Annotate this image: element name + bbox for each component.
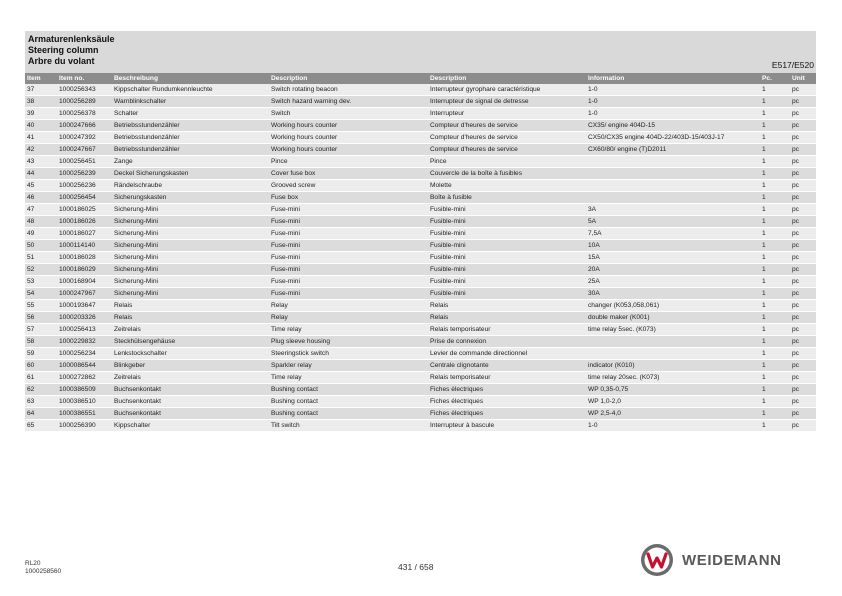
cell-item-no: 1000193647: [57, 300, 112, 312]
cell-description-en: Switch hazard warning dev.: [269, 96, 428, 108]
cell-beschreibung: Kippschalter Rundumkennleuchte: [112, 84, 269, 96]
col-description-fr: Description: [428, 73, 586, 84]
cell-pc: 1: [760, 156, 790, 168]
cell-description-en: Cover fuse box: [269, 168, 428, 180]
cell-pc: 1: [760, 360, 790, 372]
title-english: Steering column: [28, 45, 99, 55]
cell-item: 50: [25, 240, 57, 252]
cell-information: 25A: [586, 276, 760, 288]
cell-description-en: Working hours counter: [269, 144, 428, 156]
cell-item: 64: [25, 408, 57, 420]
cell-information: 30A: [586, 288, 760, 300]
cell-description-fr: Interrupteur de signal de detresse: [428, 96, 586, 108]
cell-unit: pc: [790, 228, 816, 240]
cell-item: 51: [25, 252, 57, 264]
cell-description-fr: Compteur d'heures de service: [428, 120, 586, 132]
cell-item-no: 1000168904: [57, 276, 112, 288]
cell-pc: 1: [760, 240, 790, 252]
cell-item-no: 1000247967: [57, 288, 112, 300]
cell-beschreibung: Betriebsstundenzähler: [112, 120, 269, 132]
cell-description-en: Relay: [269, 300, 428, 312]
table-row: [25, 204, 816, 216]
cell-information: CX50/CX35 engine 404D-22/403D-15/403J-17: [586, 132, 760, 144]
cell-beschreibung: Betriebsstundenzähler: [112, 144, 269, 156]
cell-item-no: 1000247667: [57, 144, 112, 156]
cell-pc: 1: [760, 384, 790, 396]
cell-item: 65: [25, 420, 57, 432]
table-row: [25, 348, 816, 360]
cell-item: 63: [25, 396, 57, 408]
table-row: [25, 300, 816, 312]
cell-item-no: 1000114140: [57, 240, 112, 252]
cell-unit: pc: [790, 276, 816, 288]
table-row: [25, 216, 816, 228]
cell-description-fr: Compteur d'heures de service: [428, 132, 586, 144]
cell-information: [586, 348, 760, 360]
cell-unit: pc: [790, 252, 816, 264]
doc-number: 1000258560: [25, 568, 62, 575]
cell-item-no: 1000186025: [57, 204, 112, 216]
cell-description-en: Fuse-mini: [269, 252, 428, 264]
col-item-no: Item no.: [57, 73, 112, 84]
cell-pc: 1: [760, 276, 790, 288]
cell-description-fr: Relais: [428, 312, 586, 324]
cell-beschreibung: Sicherung-Mini: [112, 264, 269, 276]
cell-description-fr: Fusible-mini: [428, 252, 586, 264]
table-row: [25, 276, 816, 288]
table-row: [25, 408, 816, 420]
cell-pc: 1: [760, 252, 790, 264]
cell-pc: 1: [760, 96, 790, 108]
cell-information: [586, 168, 760, 180]
table-row: [25, 96, 816, 108]
cell-unit: pc: [790, 132, 816, 144]
cell-beschreibung: Sicherung-Mini: [112, 216, 269, 228]
cell-item: 40: [25, 120, 57, 132]
cell-beschreibung: Rändelschraube: [112, 180, 269, 192]
cell-information: 20A: [586, 264, 760, 276]
weidemann-w-logo-icon: [640, 543, 674, 577]
cell-information: 3A: [586, 204, 760, 216]
cell-description-en: Grooved screw: [269, 180, 428, 192]
cell-beschreibung: Steckhülsengehäuse: [112, 336, 269, 348]
cell-pc: 1: [760, 192, 790, 204]
section-header: [25, 31, 816, 73]
cell-pc: 1: [760, 228, 790, 240]
table-row: [25, 228, 816, 240]
cell-description-fr: Fusible-mini: [428, 276, 586, 288]
cell-information: WP 2,5-4,0: [586, 408, 760, 420]
cell-information: WP 0,35-0,75: [586, 384, 760, 396]
cell-unit: pc: [790, 384, 816, 396]
table-row: [25, 144, 816, 156]
cell-beschreibung: Buchsenkontakt: [112, 384, 269, 396]
cell-item: 48: [25, 216, 57, 228]
cell-information: 5A: [586, 216, 760, 228]
cell-item: 58: [25, 336, 57, 348]
cell-unit: pc: [790, 288, 816, 300]
cell-item-no: 1000386509: [57, 384, 112, 396]
cell-unit: pc: [790, 420, 816, 432]
cell-description-fr: Pince: [428, 156, 586, 168]
cell-item-no: 1000247392: [57, 132, 112, 144]
cell-item-no: 1000272862: [57, 372, 112, 384]
cell-unit: pc: [790, 168, 816, 180]
cell-description-fr: Interrupteur: [428, 108, 586, 120]
cell-item-no: 1000386551: [57, 408, 112, 420]
cell-beschreibung: Zeitrelais: [112, 372, 269, 384]
cell-description-fr: Couvercle de la boîte à fusibles: [428, 168, 586, 180]
cell-beschreibung: Sicherungskasten: [112, 192, 269, 204]
cell-description-en: Working hours counter: [269, 120, 428, 132]
cell-unit: pc: [790, 312, 816, 324]
cell-information: [586, 180, 760, 192]
cell-unit: pc: [790, 84, 816, 96]
table-row: [25, 420, 816, 432]
cell-item: 54: [25, 288, 57, 300]
parts-table: [25, 73, 816, 432]
table-row: [25, 120, 816, 132]
cell-item-no: 1000256343: [57, 84, 112, 96]
cell-description-en: Fuse-mini: [269, 264, 428, 276]
cell-information: [586, 156, 760, 168]
cell-beschreibung: Zeitrelais: [112, 324, 269, 336]
cell-item: 61: [25, 372, 57, 384]
cell-description-fr: Compteur d'heures de service: [428, 144, 586, 156]
cell-item-no: 1000256234: [57, 348, 112, 360]
cell-pc: 1: [760, 120, 790, 132]
cell-description-fr: Boîte à fusible: [428, 192, 586, 204]
cell-description-en: Relay: [269, 312, 428, 324]
cell-pc: 1: [760, 408, 790, 420]
cell-unit: pc: [790, 156, 816, 168]
cell-item-no: 1000186028: [57, 252, 112, 264]
cell-beschreibung: Schalter: [112, 108, 269, 120]
cell-information: 15A: [586, 252, 760, 264]
cell-description-fr: Prise de connexion: [428, 336, 586, 348]
cell-unit: pc: [790, 204, 816, 216]
cell-description-en: Pince: [269, 156, 428, 168]
cell-item-no: 1000186026: [57, 216, 112, 228]
table-row: [25, 156, 816, 168]
cell-item: 38: [25, 96, 57, 108]
cell-description-fr: Molette: [428, 180, 586, 192]
cell-information: 1-0: [586, 420, 760, 432]
cell-description-en: Working hours counter: [269, 132, 428, 144]
cell-description-en: Bushing contact: [269, 396, 428, 408]
header-row: [25, 73, 816, 84]
col-unit: Unit: [790, 73, 816, 84]
cell-pc: 1: [760, 144, 790, 156]
table-body: [25, 84, 816, 432]
cell-description-en: Fuse-mini: [269, 204, 428, 216]
cell-description-fr: Relais: [428, 300, 586, 312]
cell-description-en: Fuse box: [269, 192, 428, 204]
cell-description-en: Switch rotating beacon: [269, 84, 428, 96]
cell-pc: 1: [760, 372, 790, 384]
cell-pc: 1: [760, 216, 790, 228]
cell-beschreibung: Lenkstockschalter: [112, 348, 269, 360]
brand-logo: [640, 543, 782, 577]
cell-item-no: 1000386510: [57, 396, 112, 408]
cell-beschreibung: Deckel Sicherungskasten: [112, 168, 269, 180]
cell-information: indicator (K010): [586, 360, 760, 372]
cell-beschreibung: Warnblinkschalter: [112, 96, 269, 108]
cell-information: 1-0: [586, 96, 760, 108]
cell-pc: 1: [760, 204, 790, 216]
cell-beschreibung: Sicherung-Mini: [112, 288, 269, 300]
cell-information: 1-0: [586, 108, 760, 120]
table-row: [25, 324, 816, 336]
cell-beschreibung: Buchsenkontakt: [112, 408, 269, 420]
cell-item: 47: [25, 204, 57, 216]
cell-description-en: Fuse-mini: [269, 240, 428, 252]
title-french: Arbre du volant: [28, 56, 95, 66]
cell-pc: 1: [760, 168, 790, 180]
cell-pc: 1: [760, 132, 790, 144]
cell-unit: pc: [790, 120, 816, 132]
col-beschreibung: Beschreibung: [112, 73, 269, 84]
cell-unit: pc: [790, 348, 816, 360]
cell-beschreibung: Buchsenkontakt: [112, 396, 269, 408]
cell-beschreibung: Sicherung-Mini: [112, 240, 269, 252]
cell-pc: 1: [760, 312, 790, 324]
cell-description-fr: Levier de commande directionnel: [428, 348, 586, 360]
cell-item: 43: [25, 156, 57, 168]
cell-unit: pc: [790, 336, 816, 348]
cell-item-no: 1000256454: [57, 192, 112, 204]
cell-item: 41: [25, 132, 57, 144]
cell-description-en: Tilt switch: [269, 420, 428, 432]
cell-description-en: Fuse-mini: [269, 276, 428, 288]
brand-name: WEIDEMANN: [682, 551, 782, 569]
cell-description-fr: Fusible-mini: [428, 288, 586, 300]
cell-unit: pc: [790, 396, 816, 408]
cell-item: 62: [25, 384, 57, 396]
cell-information: 7,5A: [586, 228, 760, 240]
cell-description-fr: Fusible-mini: [428, 240, 586, 252]
cell-pc: 1: [760, 336, 790, 348]
cell-description-fr: Relais temporisateur: [428, 372, 586, 384]
cell-description-en: Bushing contact: [269, 408, 428, 420]
cell-item: 42: [25, 144, 57, 156]
cell-unit: pc: [790, 300, 816, 312]
table-row: [25, 372, 816, 384]
table-row: [25, 168, 816, 180]
table-row: [25, 252, 816, 264]
cell-item-no: 1000186027: [57, 228, 112, 240]
cell-item: 49: [25, 228, 57, 240]
table-row: [25, 288, 816, 300]
cell-information: double maker (K001): [586, 312, 760, 324]
table-row: [25, 384, 816, 396]
col-pc: Pc.: [760, 73, 790, 84]
cell-beschreibung: Sicherung-Mini: [112, 252, 269, 264]
cell-description-en: Plug sleeve housing: [269, 336, 428, 348]
cell-beschreibung: Relais: [112, 300, 269, 312]
cell-item: 52: [25, 264, 57, 276]
table-row: [25, 360, 816, 372]
cell-item: 44: [25, 168, 57, 180]
cell-unit: pc: [790, 360, 816, 372]
cell-beschreibung: Kippschalter: [112, 420, 269, 432]
cell-information: CX60/80/ engine (T)D2011: [586, 144, 760, 156]
cell-information: [586, 336, 760, 348]
cell-item-no: 1000186029: [57, 264, 112, 276]
table-row: [25, 240, 816, 252]
cell-description-en: Steeringstick switch: [269, 348, 428, 360]
cell-description-en: Bushing contact: [269, 384, 428, 396]
table-row: [25, 84, 816, 96]
cell-description-fr: Relais temporisateur: [428, 324, 586, 336]
cell-description-fr: Fusible-mini: [428, 216, 586, 228]
doc-code: RL20: [25, 560, 41, 567]
cell-unit: pc: [790, 192, 816, 204]
cell-description-fr: Interrupteur à bascule: [428, 420, 586, 432]
cell-item-no: 1000256451: [57, 156, 112, 168]
cell-pc: 1: [760, 396, 790, 408]
cell-description-fr: Fiches électriques: [428, 396, 586, 408]
table-row: [25, 180, 816, 192]
cell-pc: 1: [760, 84, 790, 96]
cell-information: CX35/ engine 404D-15: [586, 120, 760, 132]
cell-unit: pc: [790, 108, 816, 120]
cell-description-en: Time relay: [269, 324, 428, 336]
cell-information: time relay 20sec. (K073): [586, 372, 760, 384]
cell-item-no: 1000256413: [57, 324, 112, 336]
cell-description-en: Switch: [269, 108, 428, 120]
cell-unit: pc: [790, 324, 816, 336]
cell-information: WP 1,0-2,0: [586, 396, 760, 408]
cell-pc: 1: [760, 420, 790, 432]
table-row: [25, 396, 816, 408]
cell-description-fr: Fusible-mini: [428, 204, 586, 216]
col-description-en: Description: [269, 73, 428, 84]
cell-information: [586, 192, 760, 204]
cell-unit: pc: [790, 408, 816, 420]
cell-description-en: Fuse-mini: [269, 288, 428, 300]
cell-item: 53: [25, 276, 57, 288]
cell-information: changer (K053,058,061): [586, 300, 760, 312]
cell-pc: 1: [760, 264, 790, 276]
cell-unit: pc: [790, 372, 816, 384]
cell-item: 59: [25, 348, 57, 360]
cell-unit: pc: [790, 216, 816, 228]
table-header: [25, 73, 816, 84]
table-row: [25, 336, 816, 348]
cell-item: 60: [25, 360, 57, 372]
model-label: E517/E520: [771, 60, 814, 70]
cell-pc: 1: [760, 180, 790, 192]
cell-unit: pc: [790, 240, 816, 252]
cell-beschreibung: Sicherung-Mini: [112, 228, 269, 240]
cell-description-fr: Fiches électriques: [428, 384, 586, 396]
cell-description-en: Fuse-mini: [269, 228, 428, 240]
cell-description-fr: Interrupteur gyrophare caractéristique: [428, 84, 586, 96]
cell-beschreibung: Blinkgeber: [112, 360, 269, 372]
cell-item-no: 1000256239: [57, 168, 112, 180]
cell-item: 37: [25, 84, 57, 96]
table-row: [25, 312, 816, 324]
footer-doc-info: [25, 560, 61, 576]
table-row: [25, 192, 816, 204]
cell-description-fr: Centrale clignotante: [428, 360, 586, 372]
cell-beschreibung: Relais: [112, 312, 269, 324]
title-german: Armaturenlenksäule: [28, 34, 115, 44]
cell-item-no: 1000256378: [57, 108, 112, 120]
cell-item-no: 1000256390: [57, 420, 112, 432]
cell-information: 1-0: [586, 84, 760, 96]
cell-item-no: 1000086544: [57, 360, 112, 372]
cell-pc: 1: [760, 324, 790, 336]
cell-description-fr: Fusible-mini: [428, 228, 586, 240]
cell-description-en: Time relay: [269, 372, 428, 384]
cell-item-no: 1000256236: [57, 180, 112, 192]
cell-beschreibung: Betriebsstundenzähler: [112, 132, 269, 144]
col-item: Item: [25, 73, 57, 84]
cell-unit: pc: [790, 96, 816, 108]
cell-item: 46: [25, 192, 57, 204]
cell-information: time relay 5sec. (K073): [586, 324, 760, 336]
cell-pc: 1: [760, 108, 790, 120]
cell-pc: 1: [760, 300, 790, 312]
cell-item: 39: [25, 108, 57, 120]
cell-item-no: 1000256289: [57, 96, 112, 108]
col-information: Information: [586, 73, 760, 84]
cell-unit: pc: [790, 180, 816, 192]
cell-item: 55: [25, 300, 57, 312]
cell-pc: 1: [760, 288, 790, 300]
table-row: [25, 264, 816, 276]
cell-description-fr: Fusible-mini: [428, 264, 586, 276]
cell-beschreibung: Zange: [112, 156, 269, 168]
cell-beschreibung: Sicherung-Mini: [112, 204, 269, 216]
cell-unit: pc: [790, 264, 816, 276]
table-row: [25, 132, 816, 144]
cell-item-no: 1000203326: [57, 312, 112, 324]
cell-item-no: 1000229832: [57, 336, 112, 348]
cell-unit: pc: [790, 144, 816, 156]
cell-pc: 1: [760, 348, 790, 360]
cell-description-en: Sparkler relay: [269, 360, 428, 372]
cell-item: 57: [25, 324, 57, 336]
cell-beschreibung: Sicherung-Mini: [112, 276, 269, 288]
cell-description-fr: Fiches électriques: [428, 408, 586, 420]
cell-item-no: 1000247666: [57, 120, 112, 132]
cell-description-en: Fuse-mini: [269, 216, 428, 228]
table-row: [25, 108, 816, 120]
page-number: 431 / 658: [398, 562, 434, 572]
cell-item: 45: [25, 180, 57, 192]
cell-item: 56: [25, 312, 57, 324]
cell-information: 10A: [586, 240, 760, 252]
